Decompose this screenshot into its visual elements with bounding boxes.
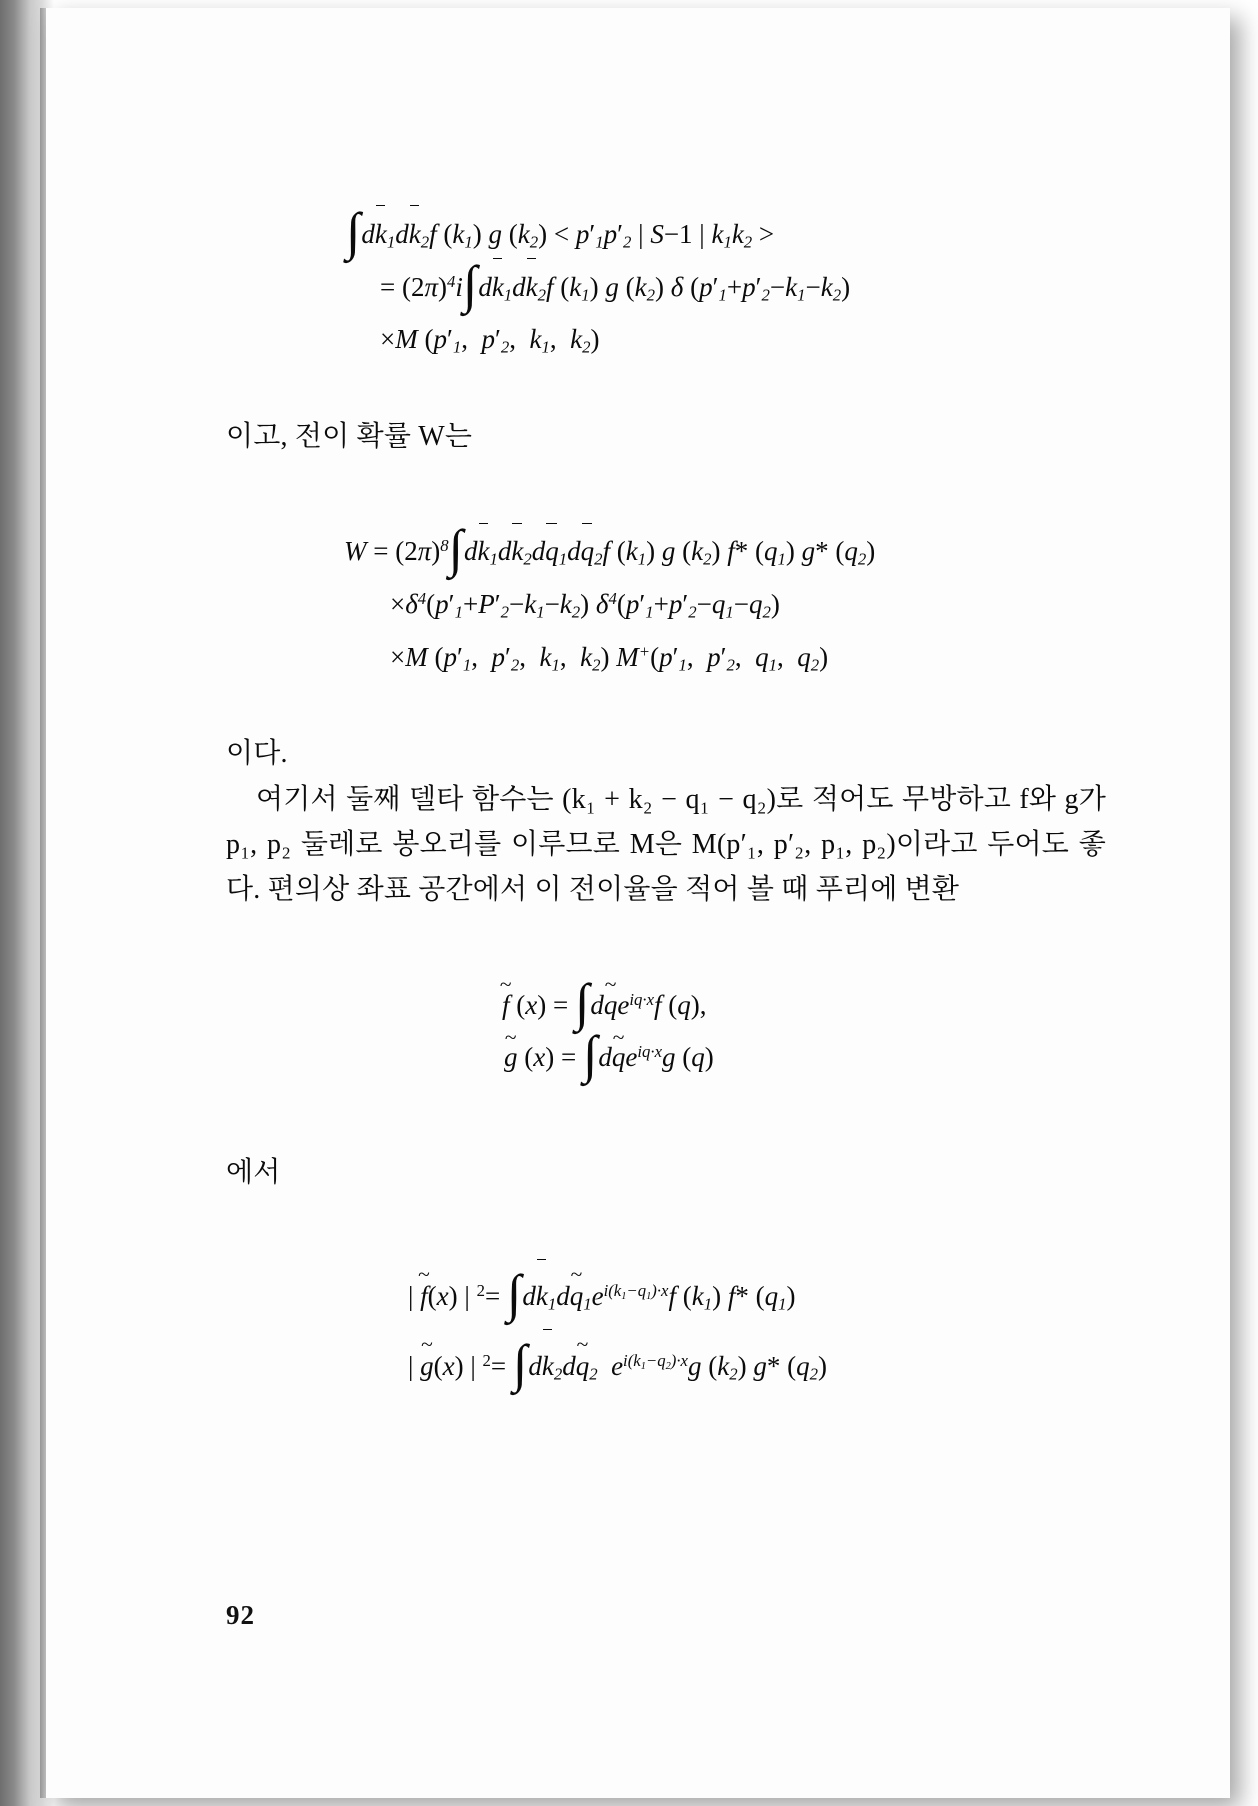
equation-line: | f ~(x) | $^2= \int dk_1dq$ $\sim_1e^{i(k_1-q_1)\cdot x}f$ $(k_1)$ f* $(q_1)$: [408, 1261, 1106, 1331]
spacer: [226, 683, 1106, 731]
equation-line: = $(2\pi)^4i\int dk_1dk_2f$ $(k_1)$ g $(k_2)$ δ $(p'_1+p'_2-k_1-k_2)$: [380, 255, 851, 314]
spacer: [226, 913, 1106, 979]
equation-block-2: [344, 520, 1106, 683]
page-sheet: [46, 8, 1230, 1798]
page-inner: [46, 8, 1230, 1798]
spacer: [226, 366, 1106, 414]
equation-line: g ~ (x) = ∫dq $\sim e^{iq\cdot x}g$ (q): [502, 1031, 1106, 1084]
equation-block-1: [346, 203, 1106, 366]
equation-line: f ~ (x) = ∫dq $\sim e^{iq\cdot x}f$ (q),: [502, 979, 1106, 1032]
equation-line: $\int dk_1dk_2f$ $(k_1)$ g $(k_2) < p'_1p'_2$ | S−1 | $k_1k_2$ >: [346, 203, 775, 261]
page-number: 92: [226, 1600, 255, 1630]
equation-line: ×M ($p'_1$, $p'_2$, $k_1$, $k_2$) $M^+(p'_1$, $p'_2$, $q_1$, $q_2$): [390, 641, 829, 675]
equation-line: | g ~(x) | $^2= \int dk_2dq$ $\sim_2$ $e^{i(k_1-q_2)\cdot x}g$ $(k_2)$ g* $(q_2)$: [408, 1331, 1106, 1401]
equation-line: $\times\delta^4(p'_1+P'_2-k_1-k_2)$ $\delta^4(p'_1+p'_2-q_1-q_2)$: [390, 588, 780, 622]
equation-block-4: [408, 1261, 1106, 1401]
document-body: [226, 203, 1106, 1402]
paragraph-1: 이고, 전이 확률 W는: [226, 420, 473, 452]
spacer: [226, 1084, 1106, 1150]
paragraph-2: 이다.: [226, 738, 288, 770]
spacer: [226, 459, 1106, 525]
paragraph-4: 에서: [226, 1156, 281, 1188]
equation-block-3: [502, 973, 1106, 1085]
spacer: [226, 1195, 1106, 1261]
paragraph-3: 여기서 둘째 델타 함수는 (k₁ + k₂ − q₁ − q₂)로 적어도 무방하고 f와 g가 p₁, p₂ 둘레로 봉오리를 이루므로 M은 M(p′₁, p′₂, p₁, p₂)이라고 두어도 좋다. 편의상 좌표 공간에서 이 전이율을 적어 볼 때 푸리에 변환: [226, 783, 1106, 906]
equation-line: ×M ($p'_1$, $p'_2$, $k_1$, $k_2$): [380, 324, 600, 357]
equation-line: $W = (2\pi)^8\int dk_1dk_2dq_1dq_2f$ $(k_1)$ g $(k_2)$ f* $(q_1)$ g* $(q_2)$: [344, 520, 876, 579]
